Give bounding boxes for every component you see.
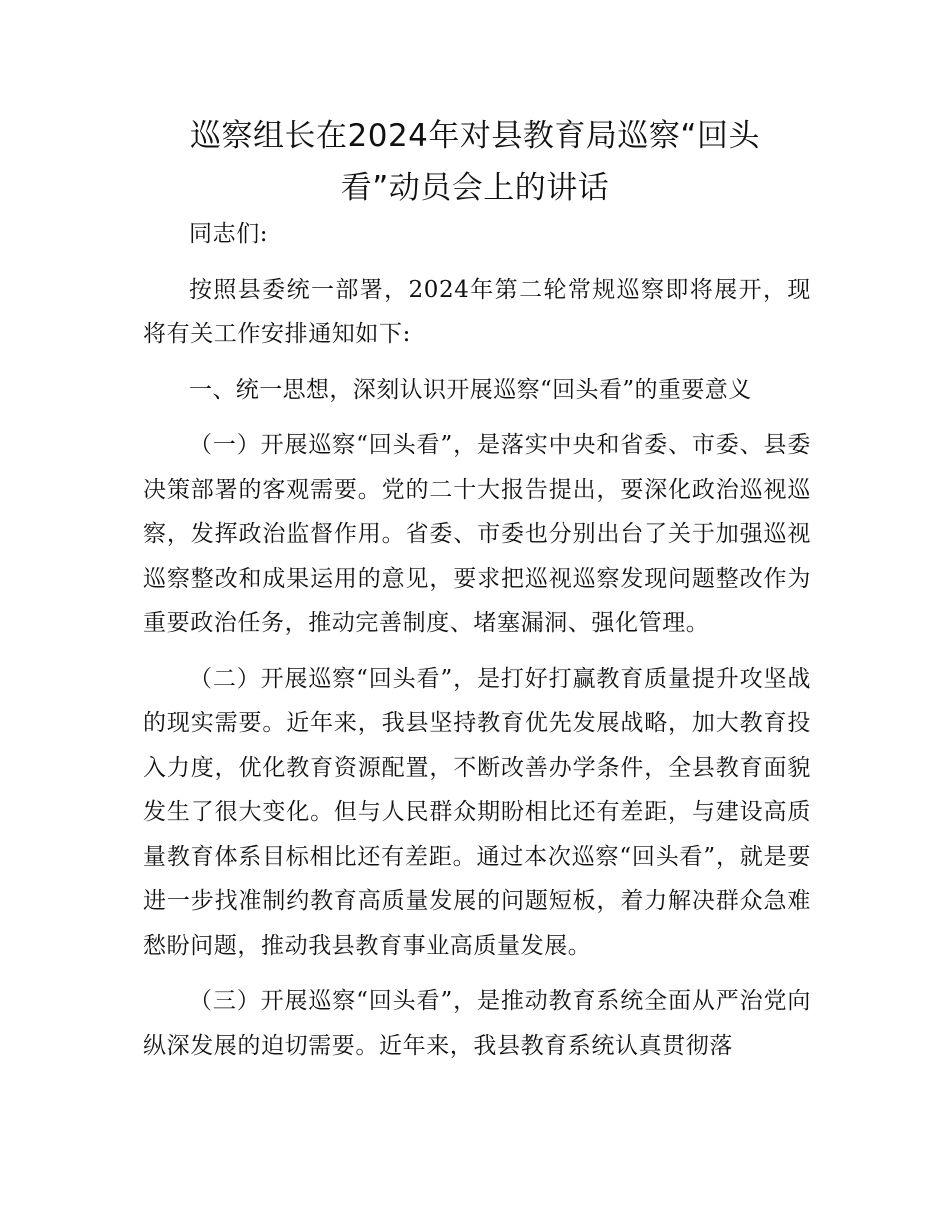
salutation: 同志们: <box>189 221 269 247</box>
page-title <box>140 110 810 214</box>
paragraph-intro: 按照县委统一部署，2024年第二轮常规巡察即将展开，现将有关工作安排通知如下: <box>143 276 811 347</box>
paragraph-point-2: （二）开展巡察“回头看”，是打好打赢教育质量提升攻坚战的现实需要。近年来，我县坚持教育优先发展战略，加大教育投入力度，优化教育资源配置，不断改善办学条件，全县教育面貌发生了很大变化。但与人民群众期盼相比还有差距，与建设高质量教育体系目标相比还有差距。通过本次巡察“回头看”，就是要进一步找准制约教育高质量发展的问题短板，着力解决群众急难愁盼问题，推动我县教育事业高质量发展。 <box>143 665 811 959</box>
document-body <box>143 212 811 1079</box>
paragraph-point-3: （三）开展巡察“回头看”，是推动教育系统全面从严治党向纵深发展的迫切需要。近年来，我县教育系统认真贯彻落 <box>143 988 811 1059</box>
title-line-2: 看”动员会上的讲话 <box>340 170 610 206</box>
paragraph-point-1: （一）开展巡察“回头看”，是落实中央和省委、市委、县委决策部署的客观需要。党的二十大报告提出，要深化政治巡视巡察，发挥政治监督作用。省委、市委也分别出台了关于加强巡视巡察整改和成果运用的意见，要求把巡视巡察发现问题整改作为重要政治任务，推动完善制度、堵塞漏洞、强化管理。 <box>143 432 811 636</box>
title-line-1: 巡察组长在2024年对县教育局巡察“回头 <box>190 118 760 154</box>
section-heading-1: 一、统一思想，深刻认识开展巡察“回头看”的重要意义 <box>189 376 752 403</box>
